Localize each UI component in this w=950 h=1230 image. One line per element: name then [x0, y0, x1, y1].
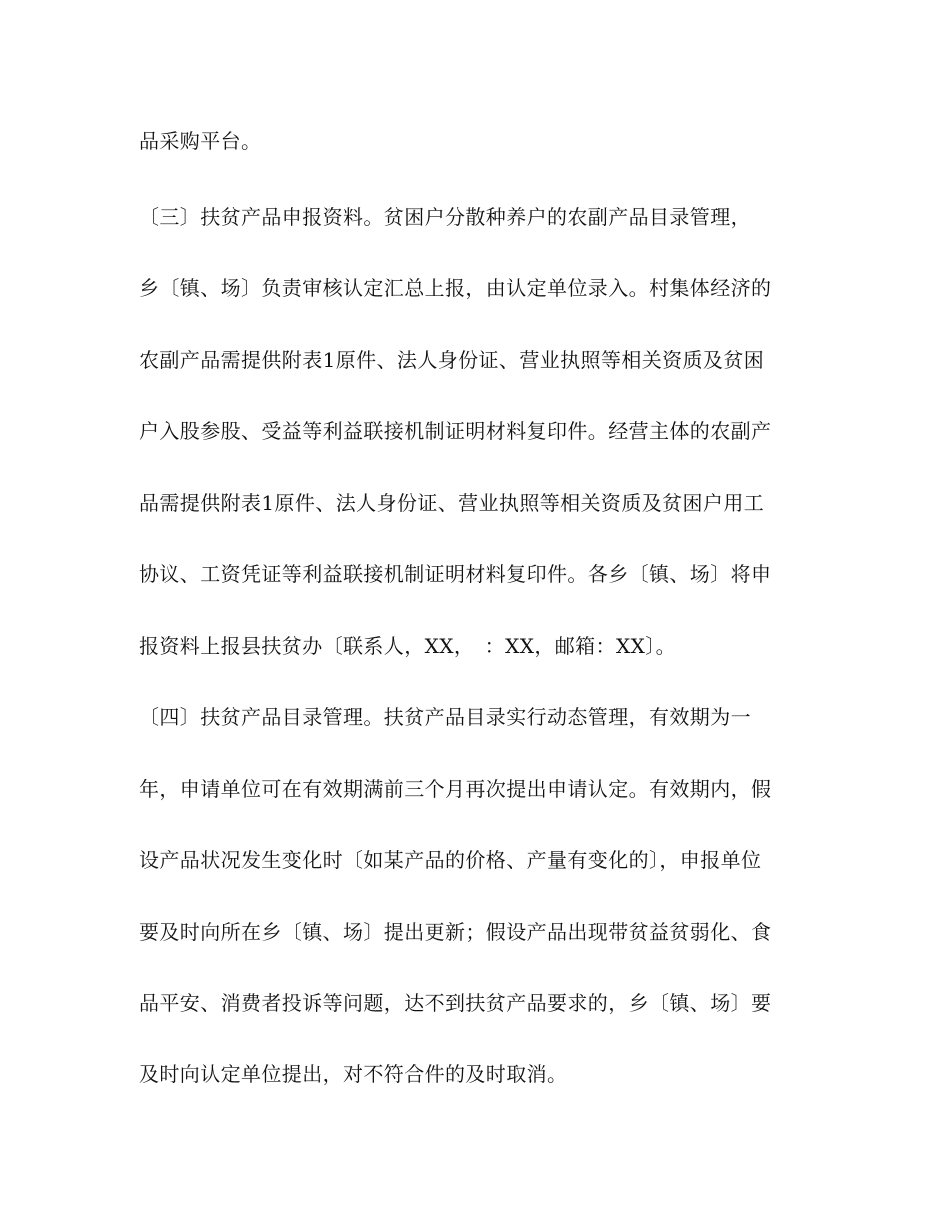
text-line-3: 乡〔镇、场〕负责审核认定汇总上报，由认定单位录入。村集体经济的 — [139, 276, 772, 300]
text-line-7: 协议、工资凭证等利益联接机制证明材料复印件。各乡〔镇、场〕将申 — [139, 562, 772, 586]
text-line-4: 农副产品需提供附表1原件、法人身份证、营业执照等相关资质及贫困 — [139, 348, 765, 372]
text-line-5: 户入股参股、受益等利益联接机制证明材料复印件。经营主体的农副产 — [139, 419, 772, 443]
text-line-1: 品采购平台。 — [139, 129, 262, 153]
text-line-12: 要及时向所在乡〔镇、场〕提出更新；假设产品出现带贫益贫弱化、食 — [139, 920, 772, 944]
text-line-6: 品需提供附表1原件、法人身份证、营业执照等相关资质及贫困户用工 — [139, 491, 765, 515]
text-line-2: 〔三〕扶贫产品申报资料。贫困户分散种养户的农副产品目录管理， — [139, 205, 751, 229]
text-line-8: 报资料上报县扶贫办〔联系人，XX， ：XX，邮箱：XX〕。 — [139, 634, 677, 658]
text-line-13: 品平安、消费者投诉等问题，达不到扶贫产品要求的，乡〔镇、场〕要 — [139, 991, 772, 1015]
text-line-9: 〔四〕扶贫产品目录管理。扶贫产品目录实行动态管理，有效期为一 — [139, 705, 751, 729]
text-line-10: 年，申请单位可在有效期满前三个月再次提出申请认定。有效期内，假 — [139, 777, 772, 801]
text-line-14: 及时向认定单位提出，对不符合件的及时取消。 — [139, 1062, 568, 1086]
text-line-11: 设产品状况发生变化时〔如某产品的价格、产量有变化的〕，申报单位 — [139, 848, 762, 872]
